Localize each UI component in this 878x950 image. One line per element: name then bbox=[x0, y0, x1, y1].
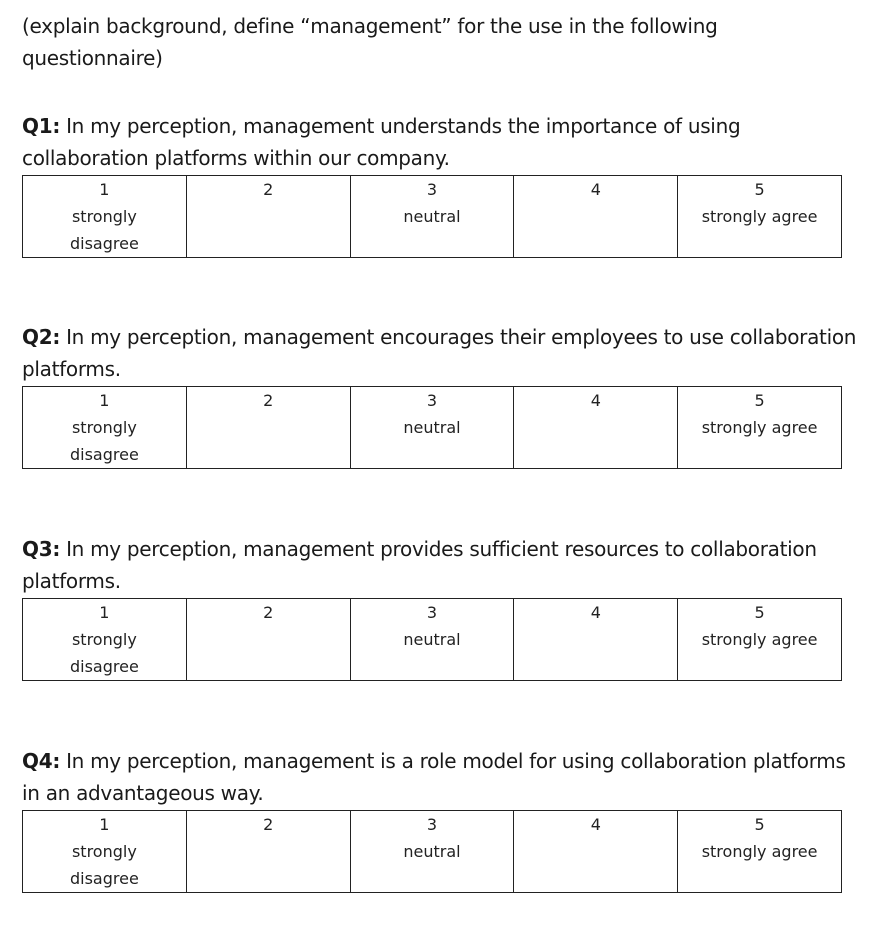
q2-option-3[interactable] bbox=[350, 387, 514, 469]
option-number: 2 bbox=[263, 180, 274, 199]
option-number: 2 bbox=[263, 603, 274, 622]
option-label: neutral bbox=[403, 207, 461, 226]
q4-option-5[interactable] bbox=[678, 811, 842, 893]
question-3 bbox=[22, 533, 862, 681]
option-label: strongly agree bbox=[701, 842, 818, 861]
option-number: 1 bbox=[99, 815, 110, 834]
question-4-body: In my perception, management is a role model for using collaboration platforms in an advantageous way. bbox=[22, 749, 846, 805]
option-number: 1 bbox=[99, 603, 110, 622]
intro-text: (explain background, define “management” for the use in the following questionnaire) bbox=[22, 14, 718, 70]
option-label: strongly disagree bbox=[69, 418, 139, 464]
option-number: 1 bbox=[99, 391, 110, 410]
option-label: strongly agree bbox=[701, 207, 818, 226]
option-label: strongly agree bbox=[701, 418, 818, 437]
likert-scale-q1 bbox=[22, 175, 842, 258]
q3-option-4[interactable] bbox=[514, 599, 678, 681]
option-number: 3 bbox=[426, 603, 438, 622]
question-2 bbox=[22, 321, 862, 469]
option-number: 4 bbox=[590, 391, 601, 410]
option-number: 3 bbox=[426, 180, 438, 199]
question-4 bbox=[22, 745, 862, 893]
question-2-label: Q2: bbox=[22, 325, 61, 349]
q2-option-4[interactable] bbox=[514, 387, 678, 469]
q4-option-4[interactable] bbox=[514, 811, 678, 893]
question-1-label: Q1: bbox=[22, 114, 61, 138]
question-4-text bbox=[22, 745, 862, 809]
option-number: 2 bbox=[263, 815, 274, 834]
q3-option-2[interactable] bbox=[186, 599, 350, 681]
q1-option-1[interactable] bbox=[23, 176, 187, 258]
option-number: 3 bbox=[426, 391, 438, 410]
option-number: 3 bbox=[426, 815, 438, 834]
option-label: neutral bbox=[403, 630, 461, 649]
option-label: strongly agree bbox=[701, 630, 818, 649]
question-1-text bbox=[22, 110, 862, 174]
option-label: neutral bbox=[403, 418, 461, 437]
q2-option-2[interactable] bbox=[186, 387, 350, 469]
option-label: strongly disagree bbox=[69, 630, 139, 676]
question-3-text bbox=[22, 533, 862, 597]
q4-option-3[interactable] bbox=[350, 811, 514, 893]
q1-option-5[interactable] bbox=[678, 176, 842, 258]
q4-option-1[interactable] bbox=[23, 811, 187, 893]
q2-option-1[interactable] bbox=[23, 387, 187, 469]
q1-option-3[interactable] bbox=[350, 176, 514, 258]
option-number: 5 bbox=[754, 391, 765, 410]
option-number: 4 bbox=[590, 180, 601, 199]
question-2-body: In my perception, management encourages their employees to use collaboration platforms. bbox=[22, 325, 857, 381]
question-1-body: In my perception, management understands the importance of using collaboration platforms within our company. bbox=[22, 114, 741, 170]
q1-option-2[interactable] bbox=[186, 176, 350, 258]
likert-scale-q4 bbox=[22, 810, 842, 893]
q3-option-5[interactable] bbox=[678, 599, 842, 681]
q3-option-3[interactable] bbox=[350, 599, 514, 681]
likert-scale-q3 bbox=[22, 598, 842, 681]
option-number: 2 bbox=[263, 391, 274, 410]
question-3-body: In my perception, management provides sufficient resources to collaboration platforms. bbox=[22, 537, 817, 593]
option-label: strongly disagree bbox=[69, 207, 139, 253]
likert-scale-q2 bbox=[22, 386, 842, 469]
option-label: strongly disagree bbox=[69, 842, 139, 888]
question-2-text bbox=[22, 321, 862, 385]
option-number: 4 bbox=[590, 603, 601, 622]
option-label: neutral bbox=[403, 842, 461, 861]
q2-option-5[interactable] bbox=[678, 387, 842, 469]
option-number: 1 bbox=[99, 180, 110, 199]
question-3-label: Q3: bbox=[22, 537, 61, 561]
q4-option-2[interactable] bbox=[186, 811, 350, 893]
question-1 bbox=[22, 110, 862, 258]
option-number: 5 bbox=[754, 180, 765, 199]
option-number: 5 bbox=[754, 603, 765, 622]
option-number: 5 bbox=[754, 815, 765, 834]
q1-option-4[interactable] bbox=[514, 176, 678, 258]
question-4-label: Q4: bbox=[22, 749, 61, 773]
option-number: 4 bbox=[590, 815, 601, 834]
q3-option-1[interactable] bbox=[23, 599, 187, 681]
